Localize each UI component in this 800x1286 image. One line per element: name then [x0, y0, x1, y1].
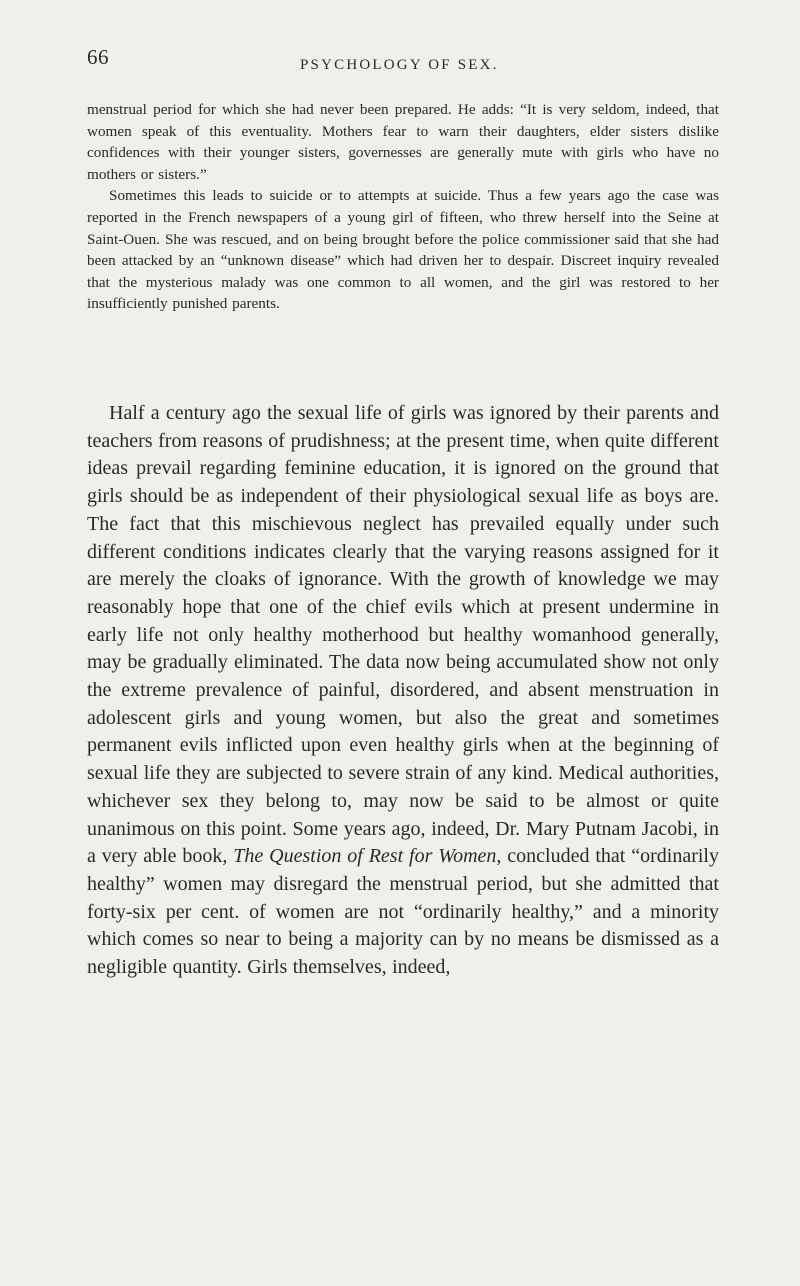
running-head: PSYCHOLOGY OF SEX. [300, 57, 499, 73]
main-text-part-2: concluded that “ordinarily healthy” women may disregard the menstrual period, but she admitted that forty-six per cent. of women are not “ordinarily healthy,” and a minority which comes so near to being a majority can by no means be dismissed as a negligible quantity. Girls themselves, indeed, [87, 845, 719, 979]
paragraph-quote-continuation: menstrual period for which she had never been prepared. He adds: “It is very seldom, indeed, that women speak of this eventuality. Mothers fear to warn their daughters, elder sisters dislike confidences with their younger sisters, governesses are generally mute with girls who have no mothers or sisters.” [87, 101, 719, 183]
small-print-block [87, 99, 719, 315]
page-number: 66 [87, 45, 109, 69]
paragraph-main [87, 400, 719, 982]
book-title: The Question of Rest for Women, [233, 845, 502, 868]
main-text-block [87, 400, 719, 982]
paragraph-suicide-case: Sometimes this leads to suicide or to attempts at suicide. Thus a few years ago the case was reported in the French newspapers of a young girl of fifteen, who threw herself into the Seine at Saint-Ouen. She was rescued, and on being brought before the police commissioner said that she had been attacked by an “unknown disease” which had driven her to despair. Discreet inquiry revealed that the mysterious malady was one common to all women, and the girl was restored to her insufficiently punished parents. [87, 187, 719, 313]
main-text-part-1: Half a century ago the sexual life of girls was ignored by their parents and teachers from reasons of prudishness; at the present time, when quite different ideas prevail regarding feminine education, it is ignored on the ground that girls should be as independent of their physiological sexual life as boys are. The fact that this mischievous neglect has prevailed equally under such different conditions indicates clearly that the varying reasons assigned for it are merely the cloaks of ignorance. With the growth of knowledge we may reasonably hope that one of the chief evils which at present undermine in early life not only healthy motherhood but healthy womanhood generally, may be gradually eliminated. The data now being accumulated show not only the extreme prevalence of painful, disordered, and absent menstruation in adolescent girls and young women, but also the great and sometimes permanent evils inflicted upon even healthy girls when at the beginning of sexual life they are subjected to severe strain of any kind. Medical authorities, whichever sex they belong to, may now be said to be almost or quite unanimous on this point. Some years ago, indeed, Dr. Mary Putnam Jacobi, in a very able book, [87, 402, 719, 868]
